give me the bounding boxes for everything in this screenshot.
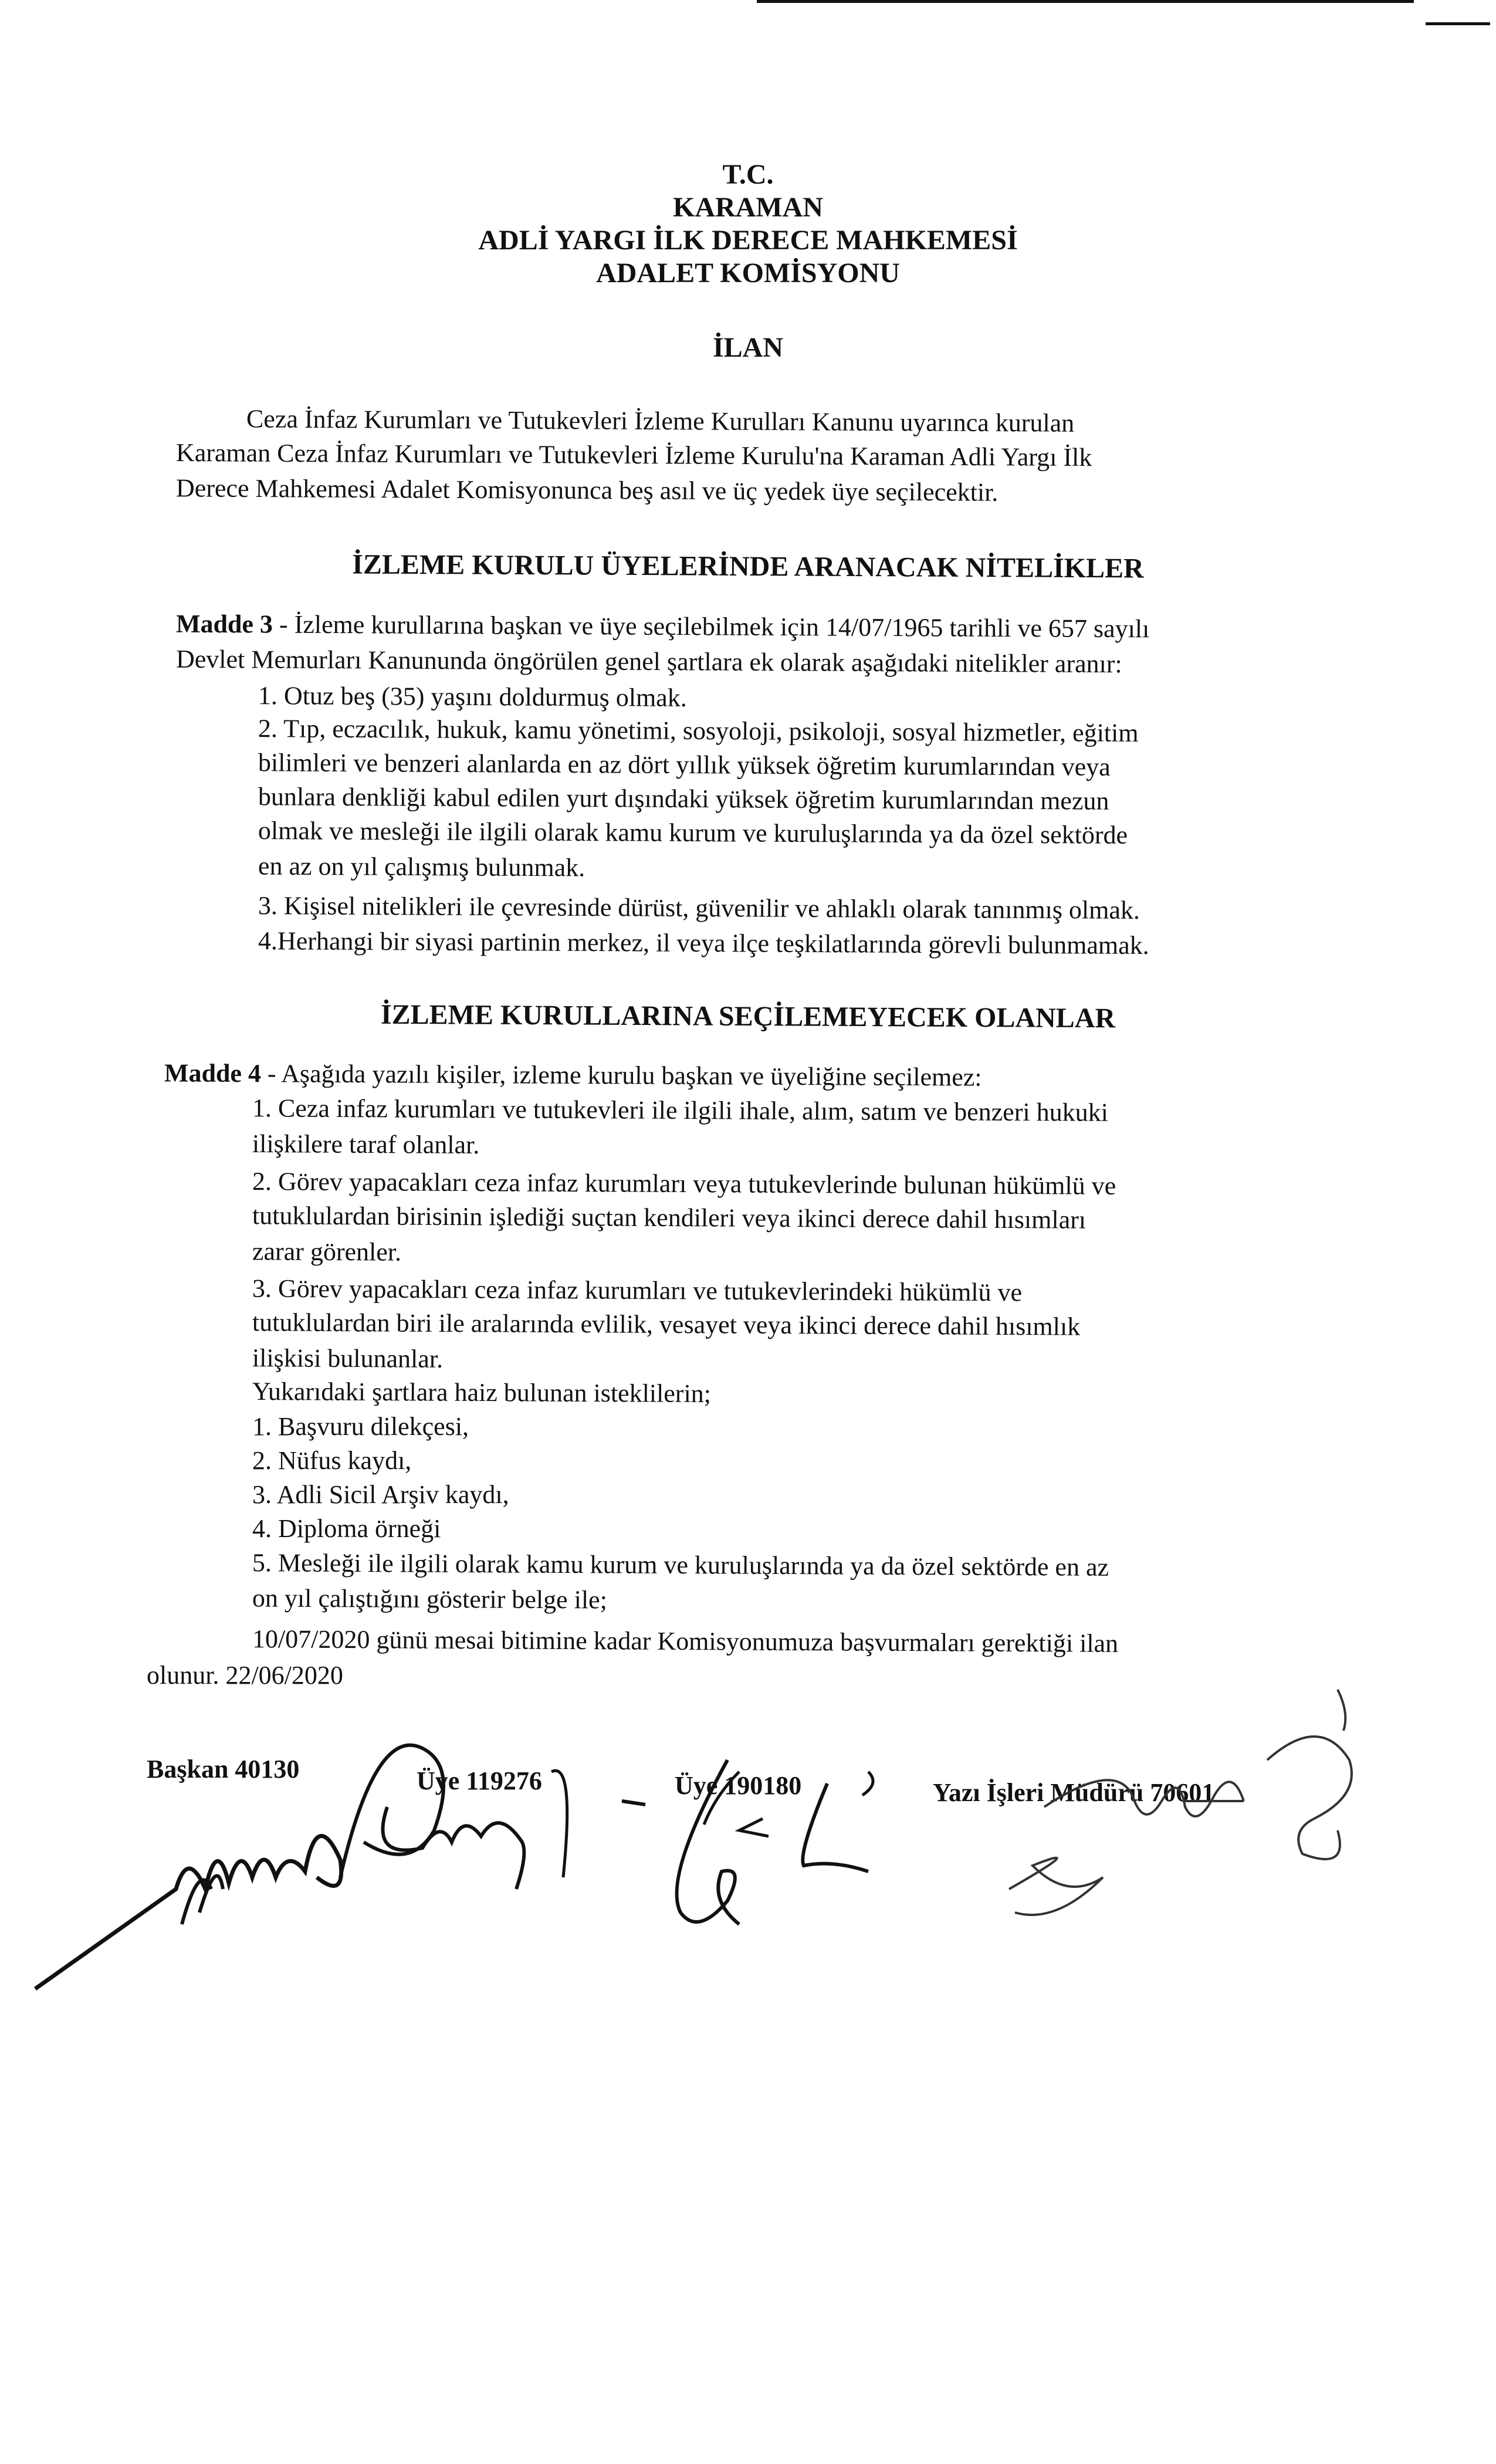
madde-3-line — [176, 608, 1150, 646]
requirement-item: 2. Nüfus kaydı, — [252, 1446, 412, 1475]
criteria-line: Devlet Memurları Kanununda öngörülen genel şartlara ek olarak aşağıdaki nitelikler aranır: — [175, 644, 1122, 679]
requirements-intro: Yukarıdaki şartlara haiz bulunan isteklilerin; — [252, 1376, 712, 1409]
exclusion-line: ilişkisi bulunanlar. — [252, 1343, 444, 1373]
header-court: ADLİ YARGI İLK DERECE MAHKEMESİ — [478, 225, 1018, 256]
criteria-line: bunlara denkliği kabul edilen yurt dışındaki yüksek öğretim kurumlarından mezun — [258, 782, 1109, 815]
closing-line: 10/07/2020 günü mesai bitimine kadar Komisyonumuza başvurmaları gerektiği ilan — [252, 1624, 1119, 1658]
uye-1-handwritten-signature — [352, 1737, 587, 1913]
intro-line: Ceza İnfaz Kurumları ve Tutukevleri İzleme Kurulları Kanunu uyarınca kurulan — [246, 404, 1075, 438]
madde-4-line — [164, 1057, 982, 1094]
uye-2-handwritten-signature — [610, 1748, 903, 1954]
exclusion-line: 3. Görev yapacakları ceza infaz kurumları ve tutukevlerindeki hükümlü ve — [252, 1274, 1023, 1307]
requirement-item: 5. Mesleği ile ilgili olarak kamu kurum ve kuruluşlarında ya da özel sektörde en az — [252, 1548, 1109, 1582]
madde-text: - Aşağıda yazılı kişiler, izleme kurulu başkan ve üyeliğine seçilemez: — [260, 1059, 982, 1092]
yazi-isleri-handwritten-signature — [939, 1678, 1379, 1983]
criteria-line: 4.Herhangi bir siyasi partinin merkez, il veya ilçe teşkilatlarında görevli bulunmamak. — [258, 926, 1149, 960]
madde-label: Madde 3 — [175, 609, 273, 639]
criteria-line: 3. Kişisel nitelikleri ile çevresinde dürüst, güvenilir ve ahlaklı olarak tanınmış olmak. — [258, 891, 1140, 925]
madde-text: - İzleme kurullarına başkan ve üye seçilebilmek için 14/07/1965 tarihli ve 657 sayılı — [272, 610, 1150, 644]
signature-uye-1: Üye 119276 — [417, 1766, 542, 1795]
page-title: İLAN — [712, 332, 784, 363]
section-heading: İZLEME KURULU ÜYELERİNDE ARANACAK NİTELİKLER — [352, 549, 1144, 584]
header-tc: T.C. — [722, 159, 774, 190]
exclusion-line: ilişkilere taraf olanlar. — [252, 1129, 480, 1160]
madde-label: Madde 4 — [164, 1058, 262, 1088]
exclusion-line: tutuklulardan birisinin işlediği suçtan kendileri veya ikinci derece dahil hısımları — [252, 1201, 1087, 1234]
closing-date-line: olunur. 22/06/2020 — [147, 1661, 343, 1690]
signature-baskan: Başkan 40130 — [147, 1755, 300, 1783]
criteria-line: 1. Otuz beş (35) yaşını doldurmuş olmak. — [258, 681, 687, 712]
exclusion-line: 2. Görev yapacakları ceza infaz kurumları veya tutukevlerinde bulunan hükümlü ve — [252, 1167, 1116, 1200]
requirement-item: 4. Diploma örneği — [252, 1514, 441, 1543]
criteria-line: bilimleri ve benzeri alanlarda en az dört yıllık yüksek öğretim kurumlarından veya — [258, 748, 1111, 781]
exclusion-line: zarar görenler. — [252, 1237, 402, 1267]
requirement-item: on yıl çalıştığını gösterir belge ile; — [252, 1583, 608, 1615]
signature-yazi-isleri: Yazı İşleri Müdürü 70601 — [933, 1778, 1215, 1807]
criteria-line: olmak ve mesleği ile ilgili olarak kamu kurum ve kuruluşlarında ya da özel sektörde — [258, 816, 1128, 849]
intro-line: Derece Mahkemesi Adalet Komisyonunca beş asıl ve üç yedek üye seçilecektir. — [175, 473, 999, 507]
header-city: KARAMAN — [673, 192, 823, 223]
scan-edge-line — [757, 0, 1414, 3]
signature-uye-2: Üye 190180 — [675, 1771, 802, 1800]
exclusion-line: 1. Ceza infaz kurumları ve tutukevleri ile ilgili ihale, alım, satım ve benzeri hukuki — [252, 1094, 1108, 1127]
requirement-item: 1. Başvuru dilekçesi, — [252, 1412, 469, 1441]
requirement-item: 3. Adli Sicil Arşiv kaydı, — [252, 1480, 509, 1509]
criteria-line: en az on yıl çalışmış bulunmak. — [258, 851, 585, 882]
section-heading: İZLEME KURULLARINA SEÇİLEMEYECEK OLANLAR — [380, 999, 1116, 1034]
header-commission: ADALET KOMİSYONU — [596, 258, 900, 289]
intro-line: Karaman Ceza İnfaz Kurumları ve Tutukevleri İzleme Kurulu'na Karaman Adli Yargı İlk — [175, 438, 1092, 472]
exclusion-line: tutuklulardan biri ile aralarında evlilik, vesayet veya ikinci derece dahil hısımlık — [252, 1308, 1081, 1341]
scan-edge-line — [1426, 22, 1490, 25]
criteria-line: 2. Tıp, eczacılık, hukuk, kamu yönetimi, sosyoloji, psikoloji, sosyal hizmetler, eğitim — [258, 714, 1139, 747]
